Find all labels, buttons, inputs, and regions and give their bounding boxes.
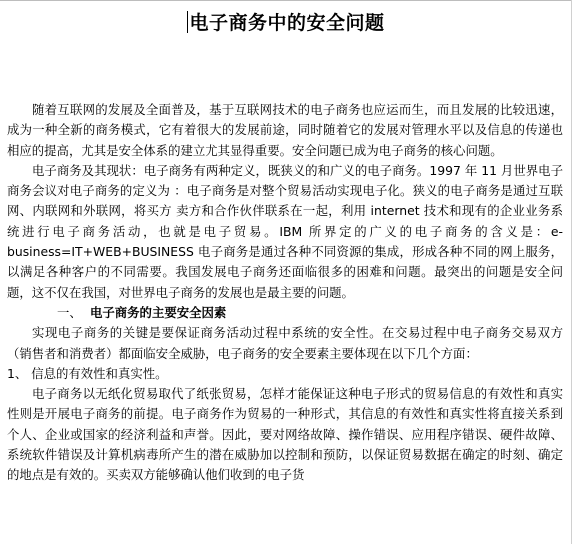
title-area[interactable]	[0, 8, 572, 40]
document-body[interactable]	[7, 100, 563, 486]
top-ruler-line	[0, 0, 572, 1]
paragraph-definition: 电子商务及其现状：电子商务有两种定义，既狭义的和广义的电子商务。1997 年 11 月世界电子商务会议对电子商务的定义为 ：电子商务是对整个贸易活动实现电子化。狭义的电子商务是通过互联网、内联网和外联网，将买方 卖方和合作伙伴联系在一起，利用 internet 技术和现有的企业业务系统进行电子商务活动，也就是电子贸易。IBM 所界定的广义的电子商务的含义是：e-business=IT+WEB+BUSINESS 电子商务是通过各种不同资源的集成，形成各种不同的网上服务，以满足各种客户的不同需要。我国发展电子商务还面临很多的困难和问题。最突出的问题是安全问题，这不仅在我国，对世界电子商务的发展也是最主要的问题。	[7, 162, 563, 300]
section-heading-1	[7, 303, 563, 323]
section-number: 一、	[57, 304, 82, 320]
paragraph-security-key: 实现电子商务的关键是要保证商务活动过程中系统的安全性。在交易过程中电子商务交易双方（销售者和消费者）都面临安全威胁，电子商务的安全要素主要体现在以下几个方面：	[7, 325, 563, 361]
section-title: 电子商务的主要安全因素	[90, 304, 227, 320]
document-title: 电子商务中的安全问题	[189, 12, 385, 34]
paragraph-intro: 随着互联网的发展及全面普及，基于互联网技术的电子商务也应运而生，而且发展的比较迅速，成为一种全新的商务模式，它有着很大的发展前途，同时随着它的发展对管理水平以及信息的传递也相应的提高，尤其是安全体系的建立尤其显得重要。安全问题已成为电子商务的核心问题。	[7, 102, 563, 158]
list-item-1: 1、 信息的有效性和真实性。	[7, 365, 168, 381]
paragraph-validity: 电子商务以无纸化贸易取代了纸张贸易，怎样才能保证这种电子形式的贸易信息的有效性和真实性则是开展电子商务的前提。电子商务作为贸易的一种形式，其信息的有效性和真实性将直接关系到个人、企业或国家的经济利益和声誉。因此，要对网络故障、操作错误、应用程序错误、硬件故障、系统软件错误及计算机病毒所产生的潜在威胁加以控制和预防，以保证贸易数据在确定的时刻、确定的地点是有效的。买卖双方能够确认他们收到的电子货	[7, 386, 563, 483]
